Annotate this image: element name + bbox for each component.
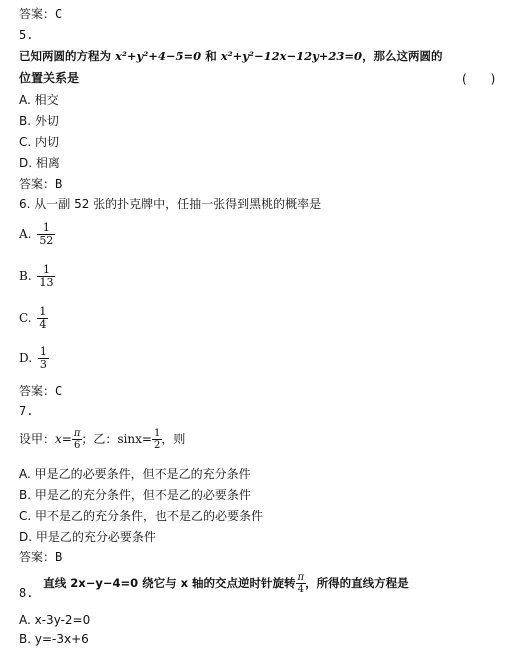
q5-stem-part2: ，那么这两圆的 bbox=[362, 49, 443, 63]
q8-stem-a: 直线 2x−y−4=0 绕它与 x 轴的交点逆时针旋转 bbox=[43, 576, 296, 590]
q6-option-d bbox=[19, 346, 48, 371]
q5-equation-1: x²+y²+4−5=0 bbox=[115, 49, 202, 63]
answer-q7: 答案：B bbox=[19, 550, 63, 564]
question-5-stem-line2: 位置关系是 bbox=[19, 71, 80, 85]
denominator: 13 bbox=[39, 276, 54, 289]
q6-option-c bbox=[19, 306, 47, 331]
q6-option-b-fraction bbox=[38, 264, 54, 289]
q7-option-c: C. 甲不是乙的充分条件，也不是乙的必要条件 bbox=[19, 509, 264, 523]
question-5-stem bbox=[19, 48, 443, 64]
answer-q4: 答案：C bbox=[19, 7, 63, 21]
q6-option-c-label: C. bbox=[19, 311, 32, 325]
question-number-5: 5. bbox=[19, 28, 34, 42]
q8-option-b: B. y=-3x+6 bbox=[19, 632, 89, 646]
q5-stem-part1: 已知两圆的方程为 bbox=[19, 49, 111, 63]
q6-option-a-fraction bbox=[38, 222, 54, 247]
q6-option-d-fraction bbox=[39, 346, 48, 371]
q8-option-a: A. x-3y-2=0 bbox=[19, 613, 91, 627]
q5-option-a: A. 相交 bbox=[19, 93, 59, 107]
denominator: 4 bbox=[39, 318, 47, 331]
q7-stem-b: ；乙： bbox=[81, 432, 118, 446]
q5-equation-2: x²+y²−12x−12y+23=0 bbox=[220, 49, 363, 63]
question-number-8: 8. bbox=[19, 586, 34, 600]
q7-option-a: A. 甲是乙的必要条件，但不是乙的充分条件 bbox=[19, 467, 251, 481]
q5-option-c: C. 内切 bbox=[19, 135, 60, 149]
numerator: π bbox=[297, 572, 305, 583]
numerator: 1 bbox=[42, 263, 50, 276]
q8-stem-b: ，所得的直线方程是 bbox=[305, 576, 409, 590]
q7-stem-c: ，则 bbox=[161, 432, 186, 446]
q6-option-a-label: A. bbox=[19, 227, 32, 241]
numerator: 1 bbox=[42, 221, 50, 234]
question-number-7: 7. bbox=[19, 404, 34, 418]
q5-and: 和 bbox=[205, 49, 217, 63]
question-8-stem bbox=[19, 572, 409, 600]
numerator: 1 bbox=[153, 428, 161, 439]
question-6-stem: 6. 从一副 52 张的扑克牌中，任抽一张得到黑桃的概率是 bbox=[19, 197, 322, 211]
answer-paren: ( ) bbox=[462, 72, 496, 86]
question-7-stem bbox=[19, 428, 185, 451]
q8-pi-over-4 bbox=[297, 572, 306, 595]
q7-stem-a: 设甲： bbox=[19, 432, 56, 446]
denominator: 2 bbox=[153, 440, 161, 451]
numerator: π bbox=[73, 428, 81, 439]
numerator: 1 bbox=[39, 305, 47, 318]
q6-option-c-fraction bbox=[38, 306, 47, 331]
q6-option-d-label: D. bbox=[19, 351, 33, 365]
q6-option-a bbox=[19, 222, 54, 247]
q7-sinx: sinx= bbox=[117, 432, 152, 446]
q5-option-b: B. 外切 bbox=[19, 114, 59, 128]
q6-option-b-label: B. bbox=[19, 269, 32, 283]
denominator: 4 bbox=[297, 584, 305, 595]
q7-option-d: D. 甲是乙的充分必要条件 bbox=[19, 530, 156, 544]
q5-option-d: D. 相离 bbox=[19, 156, 60, 170]
denominator: 52 bbox=[39, 234, 54, 247]
denominator: 6 bbox=[73, 440, 81, 451]
q7-x-eq: x= bbox=[55, 432, 72, 446]
answer-q6: 答案：C bbox=[19, 384, 63, 398]
q6-option-b bbox=[19, 264, 54, 289]
answer-q5: 答案：B bbox=[19, 177, 63, 191]
numerator: 1 bbox=[39, 345, 47, 358]
denominator: 3 bbox=[39, 358, 47, 371]
q7-option-b: B. 甲是乙的充分条件，但不是乙的必要条件 bbox=[19, 488, 251, 502]
